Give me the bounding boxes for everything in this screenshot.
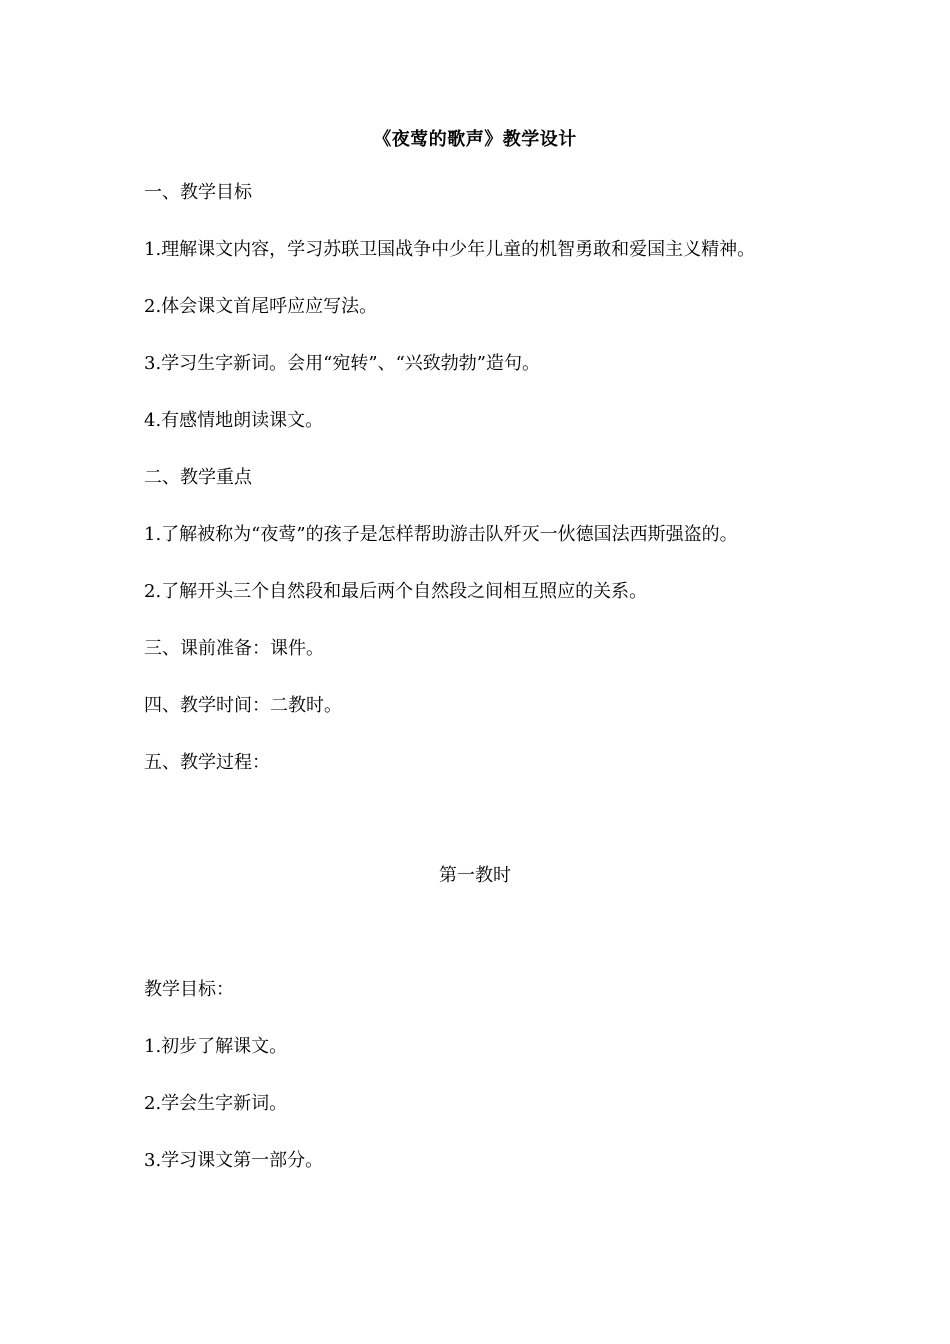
goal-item-2: 2.体会课文首尾呼应应写法。 — [144, 296, 378, 317]
heading-teaching-time: 四、教学时间：二教时。 — [144, 695, 342, 716]
section-goal-item-1: 1.初步了解课文。 — [144, 1036, 288, 1057]
heading-teaching-process: 五、教学过程： — [144, 752, 270, 773]
document-title: 《夜莺的歌声》教学设计 — [373, 129, 577, 150]
goal-item-3: 3.学习生字新词。会用“宛转”、“兴致勃勃”造句。 — [144, 353, 540, 374]
section-goals-heading: 教学目标： — [144, 979, 234, 1000]
focus-item-1: 1.了解被称为“夜莺”的孩子是怎样帮助游击队歼灭一伙德国法西斯强盗的。 — [144, 524, 738, 545]
heading-teaching-focus: 二、教学重点 — [144, 467, 252, 488]
section-goal-item-3: 3.学习课文第一部分。 — [144, 1150, 324, 1171]
heading-preparation: 三、课前准备：课件。 — [144, 638, 324, 659]
section-heading: 第一教时 — [439, 865, 511, 886]
heading-teaching-goals: 一、教学目标 — [144, 182, 252, 203]
goal-item-1: 1.理解课文内容，学习苏联卫国战争中少年儿童的机智勇敢和爱国主义精神。 — [144, 239, 756, 260]
focus-item-2: 2.了解开头三个自然段和最后两个自然段之间相互照应的关系。 — [144, 581, 648, 602]
section-goal-item-2: 2.学会生字新词。 — [144, 1093, 288, 1114]
goal-item-4: 4.有感情地朗读课文。 — [144, 410, 324, 431]
